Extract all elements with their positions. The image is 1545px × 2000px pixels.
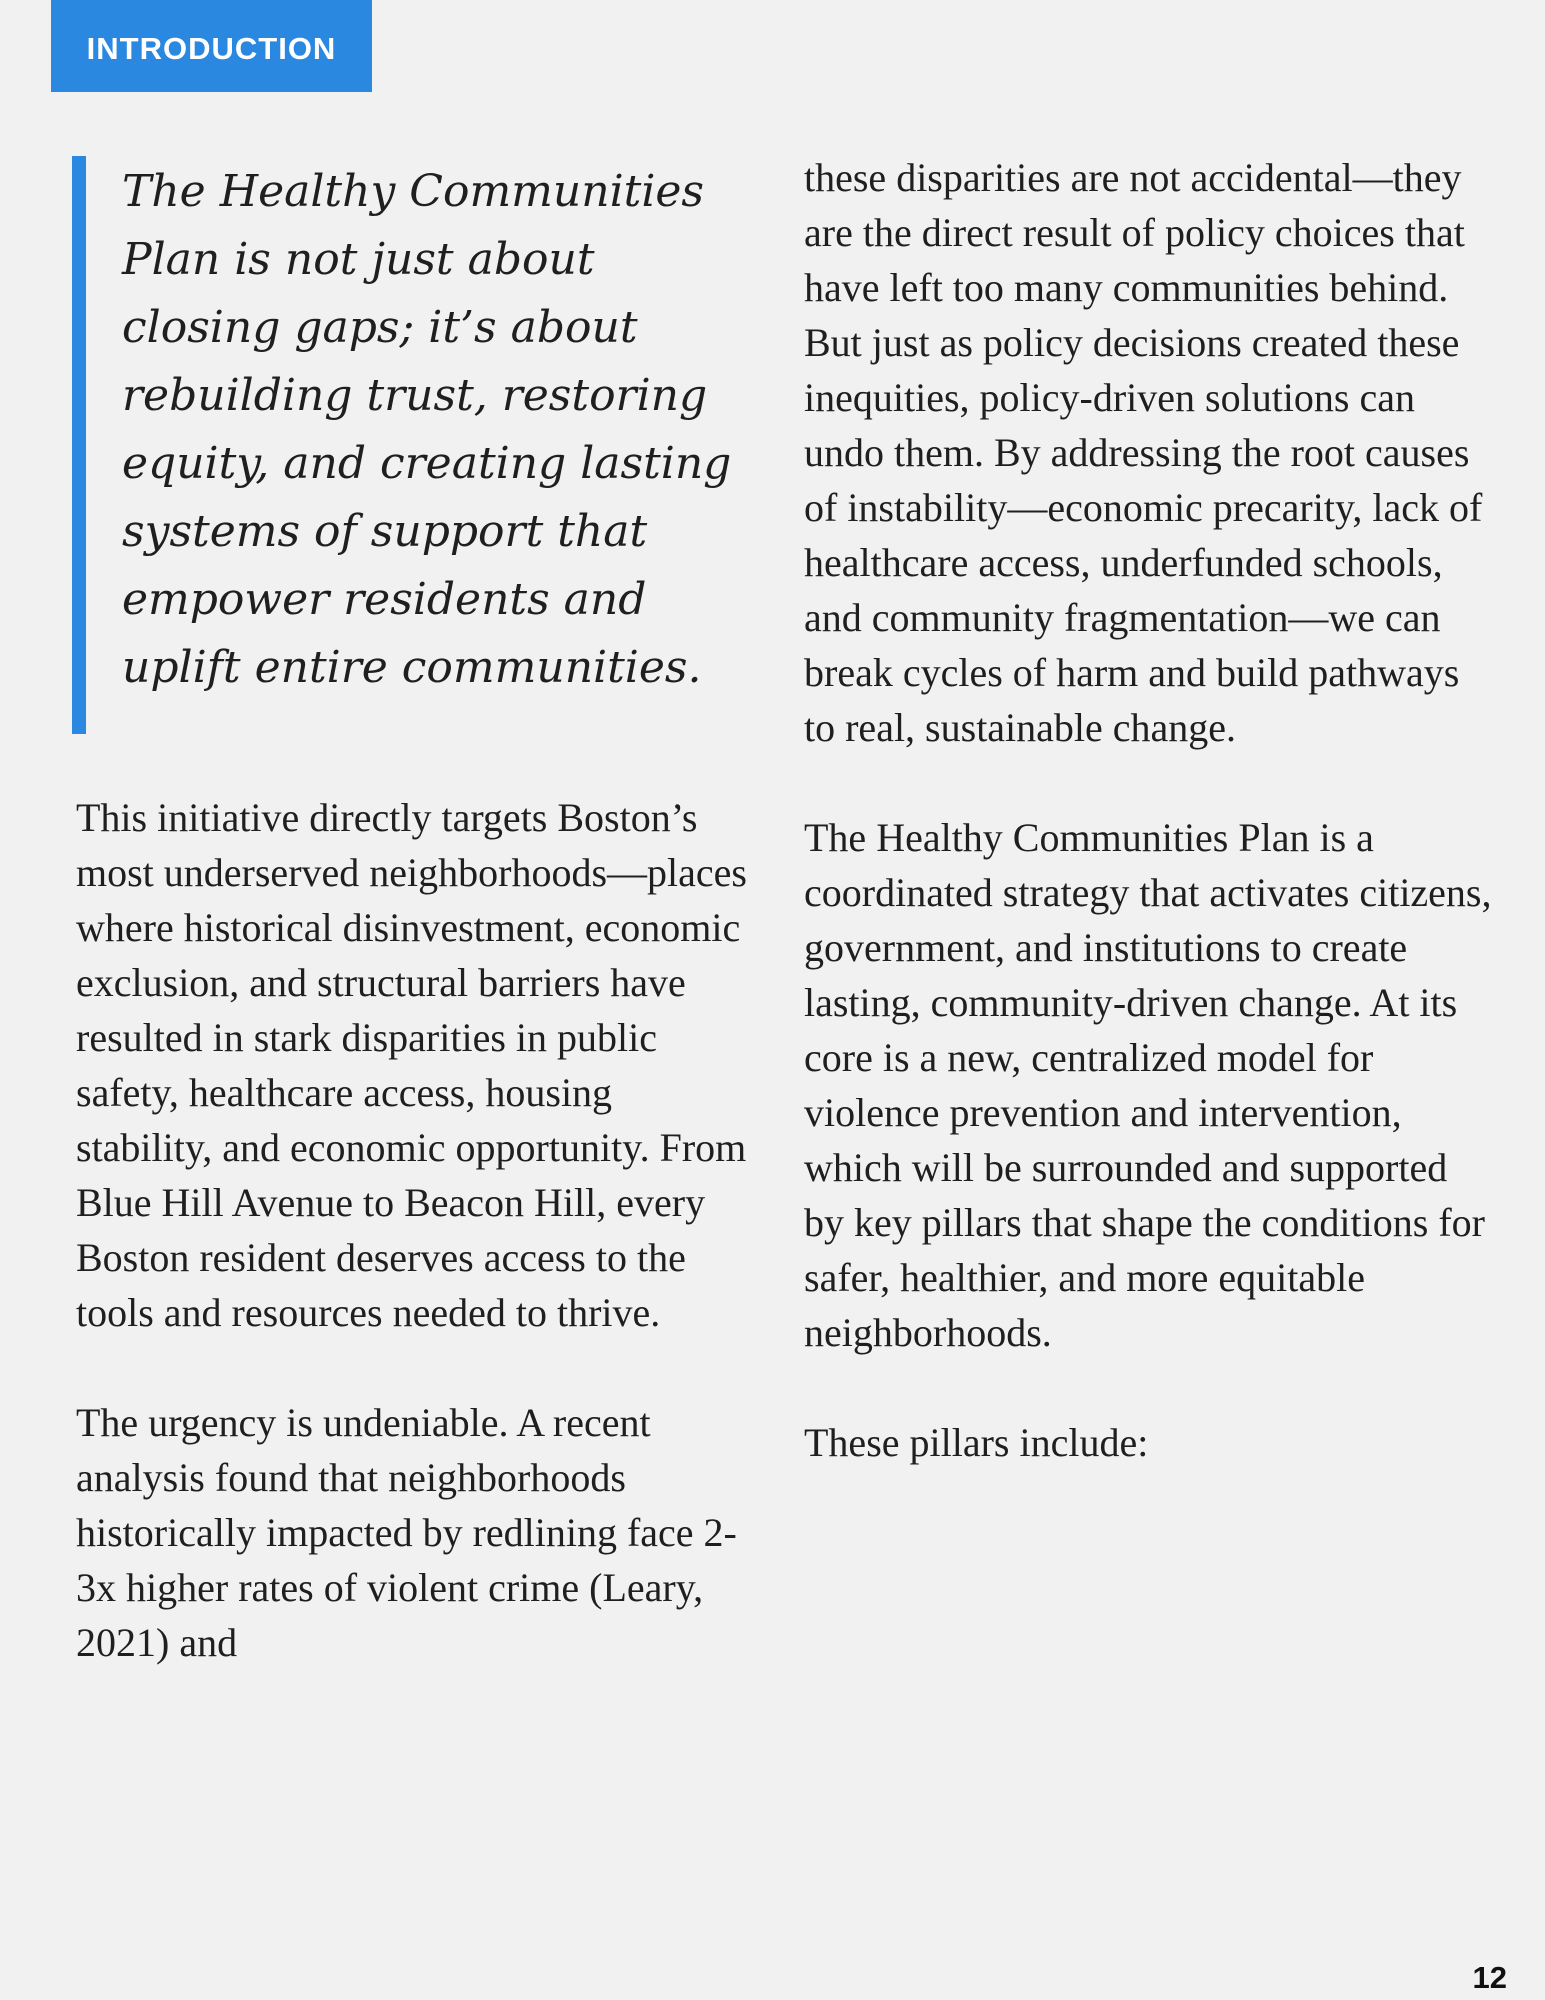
body-paragraph: This initiative directly targets Boston’s most underserved neighborhoods—places where historical disinvestment, economic exclusion, and structural barriers have resulted in stark disparities in public safety, healthcare access, housing stability, and economic opportunity. From Blue Hill Avenue to Beacon Hill, every Boston resident deserves access to the tools and resources needed to thrive. [76, 795, 747, 1335]
page-number: 12 [1472, 1960, 1507, 1995]
quote-accent-bar [72, 156, 86, 734]
body-paragraph: These pillars include: [804, 1420, 1149, 1465]
body-paragraph: these disparities are not accidental—they are the direct result of policy choices that have left too many communities behind. But just as policy decisions created these inequities, policy-driven solutions can undo them. By addressing the root causes of instability—economic precarity, lack of healthcare access, underfunded schools, and community fragmentation—we can break cycles of harm and build pathways to real, sustainable change. [804, 155, 1483, 750]
pull-quote-text: The Healthy Communities Plan is not just about closing gaps; it’s about rebuilding trust, restoring equity, and creating lasting systems of support that empower residents and uplift entire communities. [122, 166, 732, 693]
right-column [804, 150, 1494, 1525]
body-paragraph: The Healthy Communities Plan is a coordinated strategy that activates citizens, government, and institutions to create lasting, community-driven change. At its core is a new, centralized model for violence prevention and intervention, which will be surrounded and supported by key pillars that shape the conditions for safer, healthier, and more equitable neighborhoods. [804, 815, 1492, 1355]
section-tag: INTRODUCTION [51, 0, 372, 92]
left-column [76, 150, 751, 1725]
body-paragraph: The urgency is undeniable. A recent analysis found that neighborhoods historically impacted by redlining face 2-3x higher rates of violent crime (Leary, 2021) and [76, 1400, 737, 1665]
pull-quote [76, 156, 751, 734]
